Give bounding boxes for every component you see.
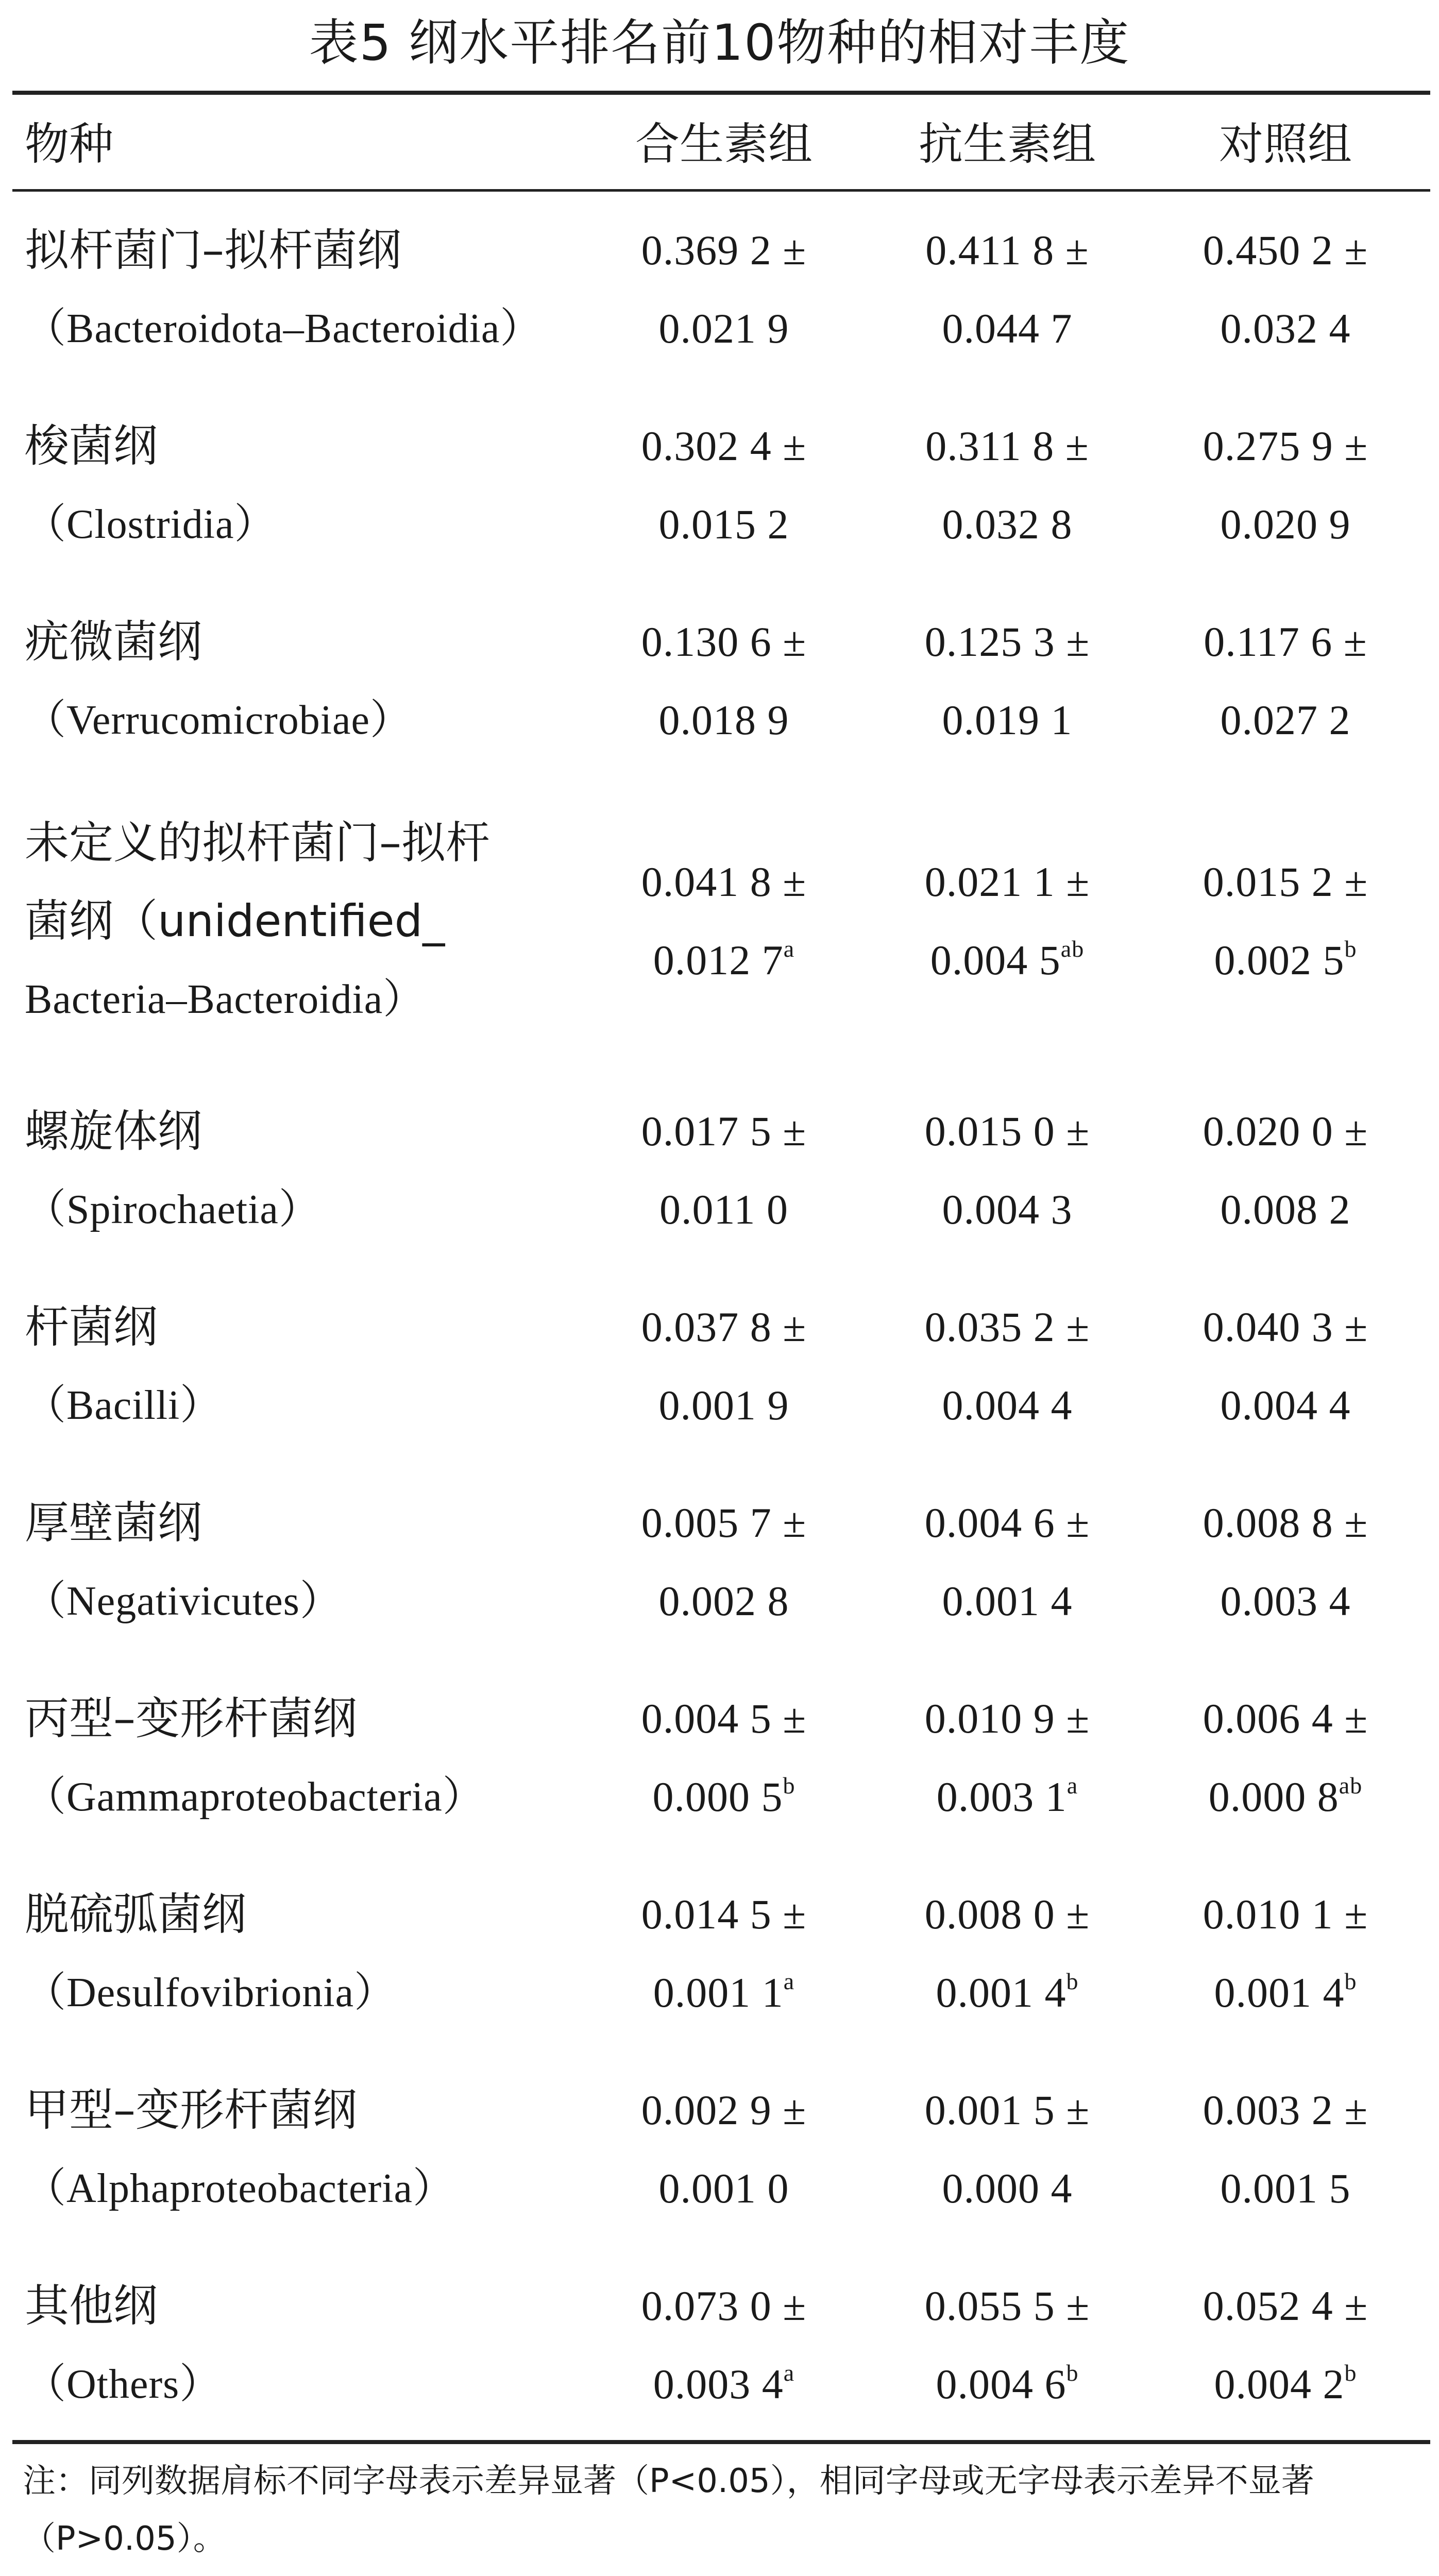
table-row: [0, 1484, 1439, 1640]
significance-letter: ab: [1060, 936, 1085, 962]
species-name-line: 拟杆菌门–拟杆菌纲: [25, 225, 401, 276]
sd-line: [873, 1954, 1141, 2032]
species-name-line: 厚壁菌纲: [25, 1497, 202, 1549]
sd-value: 0.027 2: [1220, 697, 1351, 743]
sd-value: 0.012 7: [653, 937, 784, 984]
sd-value: 0.001 0: [658, 2165, 789, 2212]
sd-line: [1152, 290, 1419, 368]
sd-line: [1152, 2345, 1419, 2424]
significance-letter: a: [783, 2360, 795, 2386]
header-antibiotic-group: 抗生素组: [919, 118, 1096, 170]
species-name-line: 未定义的拟杆菌门–拟杆: [25, 817, 490, 869]
mean-value: 0.055 5 ±: [924, 2282, 1090, 2329]
synbiotic-value: [590, 1484, 858, 1640]
synbiotic-value: [590, 1288, 858, 1445]
mean-value: 0.010 9 ±: [924, 1695, 1090, 1742]
table-row: [0, 1288, 1439, 1445]
species-name-line: （Bacilli）: [25, 1383, 222, 1428]
mean-value: 0.005 7 ±: [641, 1499, 807, 1546]
sd-line: [873, 1562, 1141, 1640]
table-row: [0, 2071, 1439, 2228]
species-name: [25, 1875, 396, 2032]
species-name-line: （Spirochaetia）: [25, 1187, 320, 1232]
significance-letter: b: [1344, 1968, 1357, 1994]
sd-line: [1152, 1954, 1419, 2032]
sd-line: [590, 2345, 858, 2424]
sd-value: 0.015 2: [658, 501, 789, 548]
significance-letter: b: [1066, 2360, 1079, 2386]
control-value: [1152, 407, 1419, 564]
species-name-line: Bacteria–Bacteroidia）: [25, 977, 425, 1022]
sd-line: [1152, 1171, 1419, 1249]
sd-line: [590, 485, 858, 564]
control-value: [1152, 843, 1419, 999]
mean-value: 0.020 0 ±: [1203, 1108, 1368, 1155]
control-value: [1152, 603, 1419, 759]
table-row: [0, 1680, 1439, 1836]
sd-line: [590, 1562, 858, 1640]
sd-value: 0.004 4: [1220, 1382, 1351, 1429]
mean-value: 0.014 5 ±: [641, 1891, 807, 1938]
antibiotic-value: [873, 1288, 1141, 1445]
footnote-line: （P>0.05）。: [23, 2520, 226, 2558]
sd-value: 0.003 4: [1220, 1578, 1351, 1624]
significance-letter: ab: [1339, 1772, 1363, 1799]
mean-value: 0.035 2 ±: [924, 1303, 1090, 1350]
species-name-line: 菌纲（unidentified_: [25, 895, 445, 947]
mean-value: 0.117 6 ±: [1204, 618, 1367, 665]
mean-value: 0.037 8 ±: [641, 1303, 807, 1350]
sd-value: 0.003 1: [936, 1773, 1067, 1820]
table-row: [0, 1092, 1439, 1249]
species-name: [25, 1680, 484, 1836]
sd-value: 0.002 5: [1214, 937, 1345, 984]
sd-value: 0.000 5: [652, 1773, 783, 1820]
synbiotic-value: [590, 407, 858, 564]
antibiotic-value: [873, 603, 1141, 759]
mean-value: 0.369 2 ±: [641, 227, 807, 274]
species-name-line: （Alphaproteobacteria）: [25, 2166, 455, 2211]
species-name-line: （Negativicutes）: [25, 1579, 342, 1624]
sd-value: 0.001 1: [653, 1969, 784, 2016]
control-value: [1152, 211, 1419, 368]
sd-value: 0.004 2: [1214, 2361, 1345, 2408]
table-row: [0, 407, 1439, 564]
sd-value: 0.004 6: [936, 2361, 1066, 2408]
sd-line: [590, 921, 858, 999]
species-name-line: 其他纲: [25, 2280, 158, 2332]
sd-value: 0.018 9: [658, 697, 789, 743]
table-title: 表5 纲水平排名前10物种的相对丰度: [309, 14, 1130, 72]
top-rule: [12, 91, 1430, 95]
antibiotic-value: [873, 1484, 1141, 1640]
control-value: [1152, 1288, 1419, 1445]
significance-letter: b: [1066, 1968, 1079, 1994]
species-name-line: （Desulfovibrionia）: [25, 1970, 396, 2015]
species-name: [25, 1484, 342, 1640]
sd-line: [1152, 485, 1419, 564]
sd-value: 0.011 0: [659, 1186, 788, 1233]
antibiotic-value: [873, 1092, 1141, 1249]
sd-line: [873, 921, 1141, 999]
species-name: [25, 2267, 221, 2424]
control-value: [1152, 1092, 1419, 1249]
mean-value: 0.008 8 ±: [1203, 1499, 1368, 1546]
synbiotic-value: [590, 603, 858, 759]
species-name: [25, 407, 276, 564]
sd-value: 0.004 4: [942, 1382, 1073, 1429]
sd-line: [590, 681, 858, 759]
sd-line: [873, 2345, 1141, 2424]
species-name: [25, 1092, 320, 1249]
significance-letter: b: [1344, 936, 1357, 962]
species-name-line: （Others）: [25, 2362, 222, 2407]
sd-line: [1152, 1758, 1419, 1836]
table-row: [0, 211, 1439, 368]
antibiotic-value: [873, 211, 1141, 368]
species-name-line: 疣微菌纲: [25, 616, 202, 668]
antibiotic-value: [873, 1875, 1141, 2032]
header-species: 物种: [25, 118, 113, 170]
control-value: [1152, 1680, 1419, 1836]
significance-letter: a: [783, 1968, 795, 1994]
species-name-line: 甲型–变形杆菌纲: [25, 2084, 357, 2136]
sd-line: [873, 1171, 1141, 1249]
significance-letter: b: [783, 1772, 795, 1799]
table-row: [0, 603, 1439, 759]
antibiotic-value: [873, 407, 1141, 564]
sd-value: 0.001 4: [936, 1969, 1066, 2016]
significance-letter: b: [1344, 2360, 1357, 2386]
mean-value: 0.411 8 ±: [925, 227, 1089, 274]
synbiotic-value: [590, 1092, 858, 1249]
sd-value: 0.003 4: [653, 2361, 784, 2408]
sd-line: [590, 1366, 858, 1445]
species-name-line: （Verrucomicrobiae）: [25, 698, 412, 743]
sd-value: 0.000 8: [1208, 1773, 1339, 1820]
species-name: [25, 603, 412, 759]
species-name: [25, 211, 541, 368]
sd-line: [1152, 921, 1419, 999]
mean-value: 0.021 1 ±: [924, 858, 1090, 905]
mean-value: 0.004 5 ±: [641, 1695, 807, 1742]
sd-line: [1152, 1562, 1419, 1640]
sd-value: 0.001 4: [942, 1578, 1073, 1624]
synbiotic-value: [590, 211, 858, 368]
mean-value: 0.006 4 ±: [1203, 1695, 1368, 1742]
mean-value: 0.041 8 ±: [641, 858, 807, 905]
species-name-line: （Clostridia）: [25, 502, 276, 547]
significance-letter: a: [783, 936, 795, 962]
antibiotic-value: [873, 2267, 1141, 2424]
mean-value: 0.052 4 ±: [1203, 2282, 1368, 2329]
table-row: [0, 804, 1439, 1039]
species-name-line: （Bacteroidota–Bacteroidia）: [25, 306, 542, 351]
bottom-rule: [12, 2440, 1430, 2444]
mean-value: 0.008 0 ±: [924, 1891, 1090, 1938]
header-synbiotic-group: 合生素组: [635, 118, 812, 170]
mean-value: 0.015 0 ±: [924, 1108, 1090, 1155]
mean-value: 0.302 4 ±: [641, 422, 807, 469]
sd-value: 0.004 3: [942, 1186, 1073, 1233]
synbiotic-value: [590, 2071, 858, 2228]
table-footnote: [23, 2452, 1424, 2568]
sd-line: [1152, 2149, 1419, 2228]
sd-line: [873, 485, 1141, 564]
species-name-line: 丙型–变形杆菌纲: [25, 1693, 357, 1744]
sd-value: 0.044 7: [942, 305, 1073, 352]
control-value: [1152, 1875, 1419, 2032]
species-name-line: 脱硫弧菌纲: [25, 1889, 246, 1940]
sd-value: 0.021 9: [658, 305, 789, 352]
species-name-line: 螺旋体纲: [25, 1106, 202, 1157]
sd-line: [590, 1954, 858, 2032]
header-rule: [12, 189, 1430, 192]
mean-value: 0.040 3 ±: [1203, 1303, 1368, 1350]
sd-line: [873, 681, 1141, 759]
sd-line: [873, 290, 1141, 368]
antibiotic-value: [873, 2071, 1141, 2228]
mean-value: 0.125 3 ±: [924, 618, 1090, 665]
sd-value: 0.008 2: [1220, 1186, 1351, 1233]
control-value: [1152, 1484, 1419, 1640]
control-value: [1152, 2267, 1419, 2424]
mean-value: 0.275 9 ±: [1203, 422, 1368, 469]
significance-letter: a: [1066, 1772, 1078, 1799]
species-name: [25, 1288, 222, 1445]
sd-value: 0.001 4: [1214, 1969, 1345, 2016]
species-name-line: 梭菌纲: [25, 420, 158, 472]
sd-value: 0.000 4: [942, 2165, 1073, 2212]
species-name-line: （Gammaproteobacteria）: [25, 1774, 484, 1820]
sd-line: [1152, 681, 1419, 759]
mean-value: 0.002 9 ±: [641, 2087, 807, 2133]
species-name: [25, 804, 490, 1039]
mean-value: 0.017 5 ±: [641, 1108, 807, 1155]
antibiotic-value: [873, 843, 1141, 999]
footnote-line: 注：同列数据肩标不同字母表示差异显著（P<0.05），相同字母或无字母表示差异不显著: [23, 2462, 1314, 2500]
mean-value: 0.073 0 ±: [641, 2282, 807, 2329]
sd-line: [873, 1366, 1141, 1445]
sd-line: [590, 1171, 858, 1249]
species-name-line: 杆菌纲: [25, 1301, 158, 1353]
mean-value: 0.130 6 ±: [641, 618, 807, 665]
mean-value: 0.010 1 ±: [1203, 1891, 1368, 1938]
sd-line: [873, 1758, 1141, 1836]
sd-value: 0.002 8: [658, 1578, 789, 1624]
sd-value: 0.020 9: [1220, 501, 1351, 548]
mean-value: 0.003 2 ±: [1203, 2087, 1368, 2133]
mean-value: 0.450 2 ±: [1203, 227, 1368, 274]
mean-value: 0.015 2 ±: [1203, 858, 1368, 905]
sd-line: [590, 2149, 858, 2228]
table-row: [0, 1875, 1439, 2032]
synbiotic-value: [590, 2267, 858, 2424]
header-control-group: 对照组: [1219, 118, 1352, 170]
sd-line: [590, 290, 858, 368]
antibiotic-value: [873, 1680, 1141, 1836]
table-row: [0, 2267, 1439, 2424]
sd-value: 0.001 9: [658, 1382, 789, 1429]
sd-value: 0.004 5: [930, 937, 1061, 984]
synbiotic-value: [590, 843, 858, 999]
sd-line: [590, 1758, 858, 1836]
sd-value: 0.032 8: [942, 501, 1073, 548]
species-name: [25, 2071, 454, 2228]
sd-line: [873, 2149, 1141, 2228]
sd-value: 0.019 1: [942, 697, 1073, 743]
sd-value: 0.001 5: [1220, 2165, 1351, 2212]
synbiotic-value: [590, 1875, 858, 2032]
mean-value: 0.311 8 ±: [925, 422, 1089, 469]
synbiotic-value: [590, 1680, 858, 1836]
control-value: [1152, 2071, 1419, 2228]
mean-value: 0.004 6 ±: [924, 1499, 1090, 1546]
sd-value: 0.032 4: [1220, 305, 1351, 352]
mean-value: 0.001 5 ±: [924, 2087, 1090, 2133]
sd-line: [1152, 1366, 1419, 1445]
